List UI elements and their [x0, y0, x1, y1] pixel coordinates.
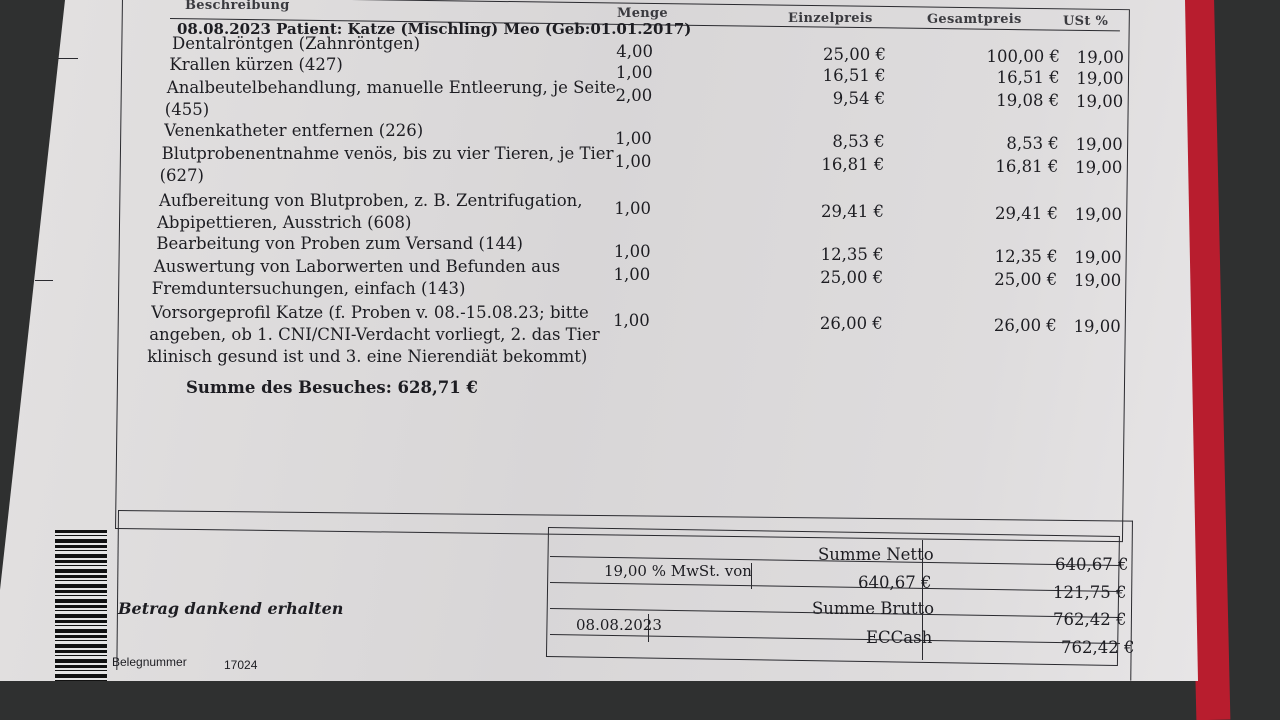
header-vat: USt %: [1063, 14, 1109, 29]
item-description: klinisch gesund ist und 3. eine Nierendiät bekommt): [147, 347, 588, 366]
net-label: Summe Netto: [818, 545, 934, 564]
item-unit-price: 25,00 €: [820, 268, 884, 287]
item-quantity: 1,00: [613, 242, 651, 261]
item-description: Analbeutelbehandlung, manuelle Entleerung, je Seite: [166, 78, 616, 97]
item-description: Krallen kürzen (427): [169, 55, 343, 74]
item-unit-price: 26,00 €: [819, 314, 883, 333]
item-unit-price: 29,41 €: [821, 202, 884, 221]
payment-method: ECCash: [866, 628, 933, 647]
item-total: 25,00 €: [994, 270, 1058, 289]
item-description: Venenkatheter entfernen (226): [164, 121, 424, 140]
header-total: Gesamtpreis: [927, 12, 1022, 27]
payment-date: 08.08.2023: [576, 616, 662, 634]
item-unit-price: 16,81 €: [821, 155, 885, 174]
item-total: 19,08 €: [996, 91, 1060, 110]
vat-value: 121,75 €: [1053, 583, 1127, 602]
item-description: (455): [164, 100, 210, 119]
item-vat: 19,00: [1075, 158, 1123, 177]
gross-value: 762,42 €: [1053, 610, 1127, 629]
item-description: Blutprobenentnahme venös, bis zu vier Tieren, je Tier: [161, 144, 614, 163]
item-description: Dentalröntgen (Zahnröntgen): [172, 34, 421, 53]
item-quantity: 1,00: [614, 152, 652, 171]
item-unit-price: 9,54 €: [832, 89, 886, 108]
item-quantity: 1,00: [613, 265, 651, 284]
item-quantity: 1,00: [613, 311, 650, 330]
item-total: 100,00 €: [986, 47, 1060, 66]
gross-label: Summe Brutto: [812, 599, 935, 618]
barcode: [55, 530, 107, 681]
item-vat: 19,00: [1075, 92, 1124, 111]
receipt-number-label: Belegnummer: [112, 655, 187, 669]
item-total: 29,41 €: [995, 204, 1058, 223]
item-unit-price: 12,35 €: [820, 245, 884, 264]
header-quantity: Menge: [617, 6, 668, 21]
item-vat: 19,00: [1074, 248, 1122, 267]
item-quantity: 1,00: [615, 129, 652, 148]
item-vat: 19,00: [1073, 271, 1122, 290]
item-description: Vorsorgeprofil Katze (f. Proben v. 08.-15.08.23; bitte: [151, 303, 589, 322]
item-description: Abpipettieren, Ausstrich (608): [157, 213, 412, 232]
header-description: Beschreibung: [185, 0, 290, 13]
item-total: 8,53 €: [1006, 134, 1059, 153]
receipt-number: 17024: [224, 658, 258, 672]
received-note: Betrag dankend erhalten: [118, 599, 344, 618]
item-quantity: 4,00: [616, 42, 653, 61]
item-unit-price: 16,51 €: [822, 66, 886, 85]
visit-line: 08.08.2023 Patient: Katze (Mischling) Meo (Geb:01.01.2017): [177, 20, 692, 38]
item-quantity: 2,00: [615, 86, 653, 105]
item-total: 16,81 €: [995, 157, 1059, 176]
item-description: Fremduntersuchungen, einfach (143): [151, 279, 466, 298]
item-total: 26,00 €: [993, 316, 1057, 335]
item-vat: 19,00: [1074, 205, 1122, 224]
item-description: Aufbereitung von Blutproben, z. B. Zentrifugation,: [159, 191, 583, 210]
payment-value: 762,42 €: [1061, 638, 1135, 657]
visit-sum: Summe des Besuches: 628,71 €: [186, 378, 478, 397]
item-vat: 19,00: [1076, 48, 1124, 67]
vat-base: 640,67 €: [858, 573, 932, 592]
item-vat: 19,00: [1076, 69, 1124, 88]
vat-label: 19,00 % MwSt. von: [604, 562, 752, 580]
item-description: angeben, ob 1. CNI/CNI-Verdacht vorliegt, 2. das Tier: [149, 325, 600, 344]
net-value: 640,67 €: [1055, 555, 1129, 574]
item-vat: 19,00: [1075, 135, 1123, 154]
item-description: (627): [159, 166, 204, 185]
item-vat: 19,00: [1073, 317, 1121, 336]
item-quantity: 1,00: [615, 63, 653, 82]
header-unit-price: Einzelpreis: [788, 11, 873, 26]
item-description: Auswertung von Laborwerten und Befunden aus: [153, 257, 561, 276]
item-total: 16,51 €: [996, 68, 1060, 87]
item-unit-price: 8,53 €: [832, 132, 885, 151]
item-quantity: 1,00: [614, 199, 651, 218]
item-unit-price: 25,00 €: [823, 45, 886, 64]
item-description: Bearbeitung von Proben zum Versand (144): [156, 234, 523, 253]
item-total: 12,35 €: [994, 247, 1058, 266]
